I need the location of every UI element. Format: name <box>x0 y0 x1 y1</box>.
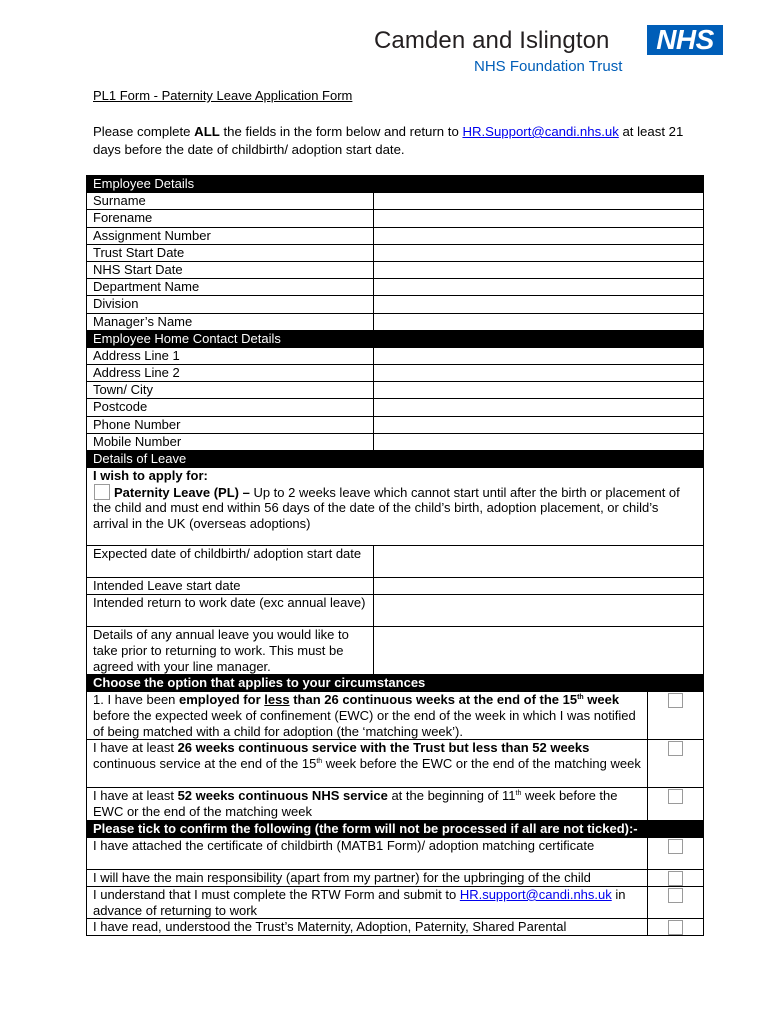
paternity-leave-description: Up to 2 weeks leave which cannot start until after the birth or placement of the child and must end within 56 days of the date of the child’s birth, adoption placement, or child’s arrival in the UK (overseas adoptions) <box>93 484 680 531</box>
field-label-expected-date: Expected date of childbirth/ adoption start date <box>87 546 374 578</box>
hr-support-email-link[interactable]: HR.support@candi.nhs.uk <box>459 886 612 902</box>
field-label-mobile-number: Mobile Number <box>87 433 374 450</box>
address-line-2-input[interactable] <box>374 365 704 382</box>
hr-email-link[interactable]: HR.Support@candi.nhs.uk <box>462 124 619 139</box>
field-label-nhs-start-date: NHS Start Date <box>87 261 374 278</box>
nhs-start-date-input[interactable] <box>374 261 704 278</box>
opt3-bold: 52 weeks continuous NHS service <box>177 788 388 804</box>
section-employee-details: Employee Details <box>87 176 704 193</box>
intro-part3: at least 21 days before the date of childbirth/ adoption start date. <box>93 124 684 157</box>
surname-input[interactable] <box>374 193 704 210</box>
field-label-division: Division <box>87 296 374 313</box>
opt1-bold-a: employed for <box>179 692 265 708</box>
section-circumstances: Choose the option that applies to your circumstances <box>87 675 704 692</box>
confirm-3-tick-cell <box>648 886 704 918</box>
intro-part1: Please complete <box>93 124 195 139</box>
annual-leave-input[interactable] <box>374 627 704 675</box>
org-name: Camden and Islington <box>374 27 610 54</box>
paternity-leave-option <box>93 484 697 532</box>
confirm-1-tick-cell <box>648 837 704 869</box>
circumstance-option-3 <box>87 788 648 820</box>
leave-type-cell <box>87 468 704 546</box>
leave-start-input[interactable] <box>374 578 704 595</box>
postcode-input[interactable] <box>374 399 704 416</box>
circumstance-option-2 <box>87 740 648 788</box>
department-name-input[interactable] <box>374 279 704 296</box>
opt1-bold-b: than 26 continuous weeks at the end of the 15 <box>289 692 578 708</box>
confirm-3-checkbox[interactable] <box>668 888 683 903</box>
application-form-table <box>86 175 704 936</box>
field-label-department-name: Department Name <box>87 279 374 296</box>
field-label-managers-name: Manager’s Name <box>87 313 374 330</box>
confirm-item-1: I have attached the certificate of childbirth (MATB1 Form)/ adoption matching certificate <box>87 837 648 869</box>
field-label-address-line-1: Address Line 1 <box>87 347 374 364</box>
section-confirm: Please tick to confirm the following (the form will not be processed if all are not ticked):- <box>87 820 704 837</box>
confirm-2-tick-cell <box>648 869 704 886</box>
option-1-checkbox[interactable] <box>668 693 683 708</box>
intro-bold: ALL <box>194 124 220 139</box>
opt3-text-a: I have at least <box>93 788 178 804</box>
form-title: PL1 Form - Paternity Leave Application Form <box>93 88 353 103</box>
mobile-number-input[interactable] <box>374 433 704 450</box>
confirm-2-checkbox[interactable] <box>668 871 683 886</box>
field-label-annual-leave: Details of any annual leave you would like to take prior to returning to work. This must be agreed with your line manager. <box>87 627 374 675</box>
option-1-tick-cell <box>648 692 704 740</box>
page-header <box>0 22 770 82</box>
field-label-assignment-number: Assignment Number <box>87 227 374 244</box>
opt1-text-b: before the expected week of confinement (EWC) or the end of the week in which I was notified of being matched with a child for adoption (the ‘matching week’). <box>93 707 636 739</box>
assignment-number-input[interactable] <box>374 227 704 244</box>
opt2-text-c: week before the EWC or the end of the matching week <box>322 755 641 771</box>
field-label-postcode: Postcode <box>87 399 374 416</box>
opt2-sup: th <box>316 757 323 765</box>
return-date-input[interactable] <box>374 595 704 627</box>
paternity-leave-title: Paternity Leave (PL) – <box>114 484 250 500</box>
opt2-text-a: I have at least <box>93 740 178 756</box>
confirm-item-3 <box>87 886 648 918</box>
confirm-4-tick-cell <box>648 919 704 936</box>
town-city-input[interactable] <box>374 382 704 399</box>
address-line-1-input[interactable] <box>374 347 704 364</box>
confirm-item-2: I will have the main responsibility (apart from my partner) for the upbringing of the child <box>87 869 648 886</box>
forename-input[interactable] <box>374 210 704 227</box>
field-label-phone-number: Phone Number <box>87 416 374 433</box>
opt2-bold: 26 weeks continuous service with the Trust but less than 52 weeks <box>177 740 590 756</box>
field-label-return-date: Intended return to work date (exc annual leave) <box>87 595 374 627</box>
opt3-sup: th <box>515 790 522 798</box>
section-home-contact-details: Employee Home Contact Details <box>87 330 704 347</box>
trust-name: NHS Foundation Trust <box>474 58 623 75</box>
paternity-leave-checkbox[interactable] <box>94 484 110 500</box>
option-3-checkbox[interactable] <box>668 789 683 804</box>
opt1-sup: th <box>577 694 584 702</box>
field-label-forename: Forename <box>87 210 374 227</box>
trust-start-date-input[interactable] <box>374 244 704 261</box>
division-input[interactable] <box>374 296 704 313</box>
opt3-text-b: at the beginning of 11 <box>387 788 516 804</box>
opt1-bold-c: week <box>583 692 620 708</box>
field-label-surname: Surname <box>87 193 374 210</box>
phone-number-input[interactable] <box>374 416 704 433</box>
field-label-leave-start: Intended Leave start date <box>87 578 374 595</box>
opt3-text-c: week before the EWC or the end of the matching week <box>93 788 618 819</box>
field-label-address-line-2: Address Line 2 <box>87 365 374 382</box>
managers-name-input[interactable] <box>374 313 704 330</box>
confirm-4-checkbox[interactable] <box>668 920 683 935</box>
option-2-checkbox[interactable] <box>668 741 683 756</box>
field-label-trust-start-date: Trust Start Date <box>87 244 374 261</box>
intro-part2: the fields in the form below and return to <box>219 124 463 139</box>
opt1-underline: less <box>264 692 290 708</box>
intro-text <box>93 123 703 159</box>
confirm-3-text-a: I understand that I must complete the RTW Form and submit to <box>93 886 460 902</box>
confirm-3-text-b: in advance of returning to work <box>93 886 626 918</box>
nhs-logo: NHS <box>647 25 723 55</box>
circumstance-option-1 <box>87 692 648 740</box>
opt2-text-b: continuous service at the end of the 15 <box>93 755 317 771</box>
section-details-of-leave: Details of Leave <box>87 451 704 468</box>
option-2-tick-cell <box>648 740 704 788</box>
option-3-tick-cell <box>648 788 704 820</box>
opt1-text-a: 1. I have been <box>93 692 180 708</box>
apply-for-label: I wish to apply for: <box>93 468 208 484</box>
confirm-item-4: I have read, understood the Trust’s Maternity, Adoption, Paternity, Shared Parental <box>87 919 648 936</box>
confirm-1-checkbox[interactable] <box>668 839 683 854</box>
field-label-town-city: Town/ City <box>87 382 374 399</box>
expected-date-input[interactable] <box>374 546 704 578</box>
